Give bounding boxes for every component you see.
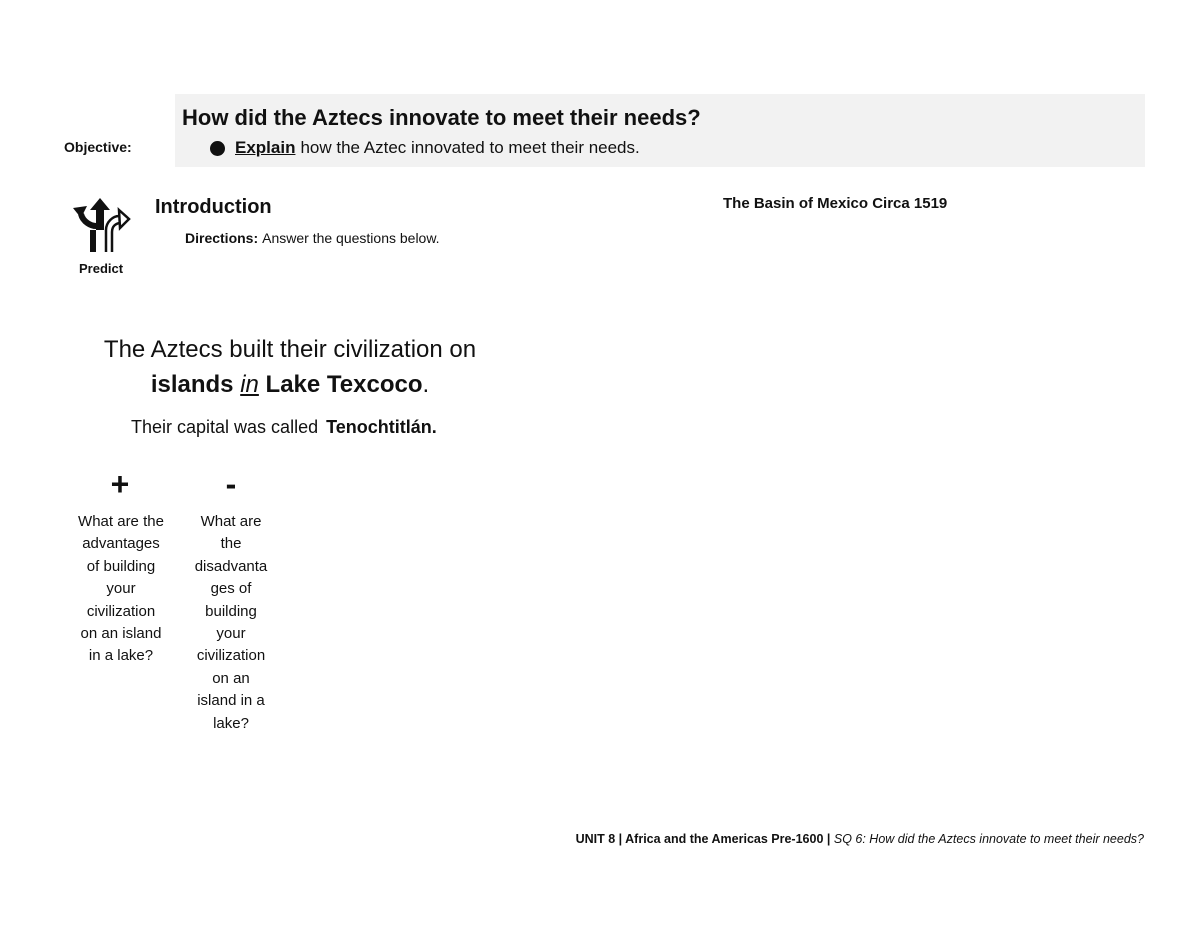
- advantages-line: in a lake?: [88, 647, 154, 665]
- statement-in: in: [240, 371, 259, 398]
- capital-sentence: [131, 417, 437, 438]
- bullet-text: how the Aztec innovated to meet their needs.: [300, 138, 640, 157]
- disadvantages-line: disadvanta: [194, 557, 268, 575]
- advantages-line: your: [106, 580, 136, 598]
- introduction-heading: Introduction: [155, 196, 272, 218]
- disadvantages-line: on an: [212, 669, 250, 687]
- objective-label: Objective:: [64, 139, 132, 155]
- capital-name: Tenochtitlán.: [326, 417, 437, 437]
- disadvantages-line: the: [220, 535, 242, 553]
- footer-separator: |: [615, 832, 626, 846]
- page-footer: [576, 832, 1144, 846]
- bullet-keyword: Explain: [235, 138, 296, 157]
- fork-arrows-icon: [69, 196, 131, 254]
- advantages-line: What are the: [78, 513, 164, 530]
- objective-bullet: [210, 138, 640, 158]
- advantages-line: civilization: [86, 602, 156, 620]
- disadvantages-line: building: [205, 602, 257, 620]
- statement-lake: Lake Texcoco: [258, 371, 423, 398]
- disadvantages-line: lake?: [213, 714, 249, 732]
- objective-question: How did the Aztecs innovate to meet their needs?: [182, 105, 701, 130]
- directions-label: Directions:: [185, 230, 259, 246]
- plus-symbol: +: [110, 466, 130, 502]
- footer-separator: |: [823, 832, 834, 846]
- advantages-line: on an island: [80, 625, 162, 643]
- advantages-question: [66, 511, 176, 668]
- footer-unit: UNIT 8: [575, 832, 616, 846]
- footer-question: SQ 6: How did the Aztecs innovate to meet their needs?: [833, 832, 1144, 846]
- statement-period: .: [422, 371, 430, 398]
- map-title: The Basin of Mexico Circa 1519: [723, 195, 948, 212]
- statement-line-1: The Aztecs built their civilization on: [103, 336, 477, 363]
- capital-text: Their capital was called: [131, 417, 319, 437]
- statement: [80, 332, 500, 402]
- disadvantages-line: What are: [200, 513, 262, 530]
- advantages-line: of building: [86, 557, 156, 575]
- advantages-line: advantages: [82, 535, 160, 553]
- disadvantages-question: [185, 511, 277, 735]
- minus-symbol: -: [225, 466, 237, 502]
- disadvantages-line: civilization: [196, 647, 266, 665]
- disadvantages-line: island in a: [197, 692, 265, 710]
- directions-text: Answer the questions below.: [262, 230, 440, 246]
- directions: [185, 230, 440, 246]
- predict-label: Predict: [79, 261, 124, 276]
- statement-line-2: [80, 367, 500, 402]
- statement-islands: islands: [150, 371, 241, 398]
- bullet-dot-icon: [210, 141, 225, 156]
- disadvantages-line: your: [216, 625, 246, 643]
- footer-course: Africa and the Americas Pre-1600: [625, 832, 824, 846]
- disadvantages-line: ges of: [210, 580, 252, 598]
